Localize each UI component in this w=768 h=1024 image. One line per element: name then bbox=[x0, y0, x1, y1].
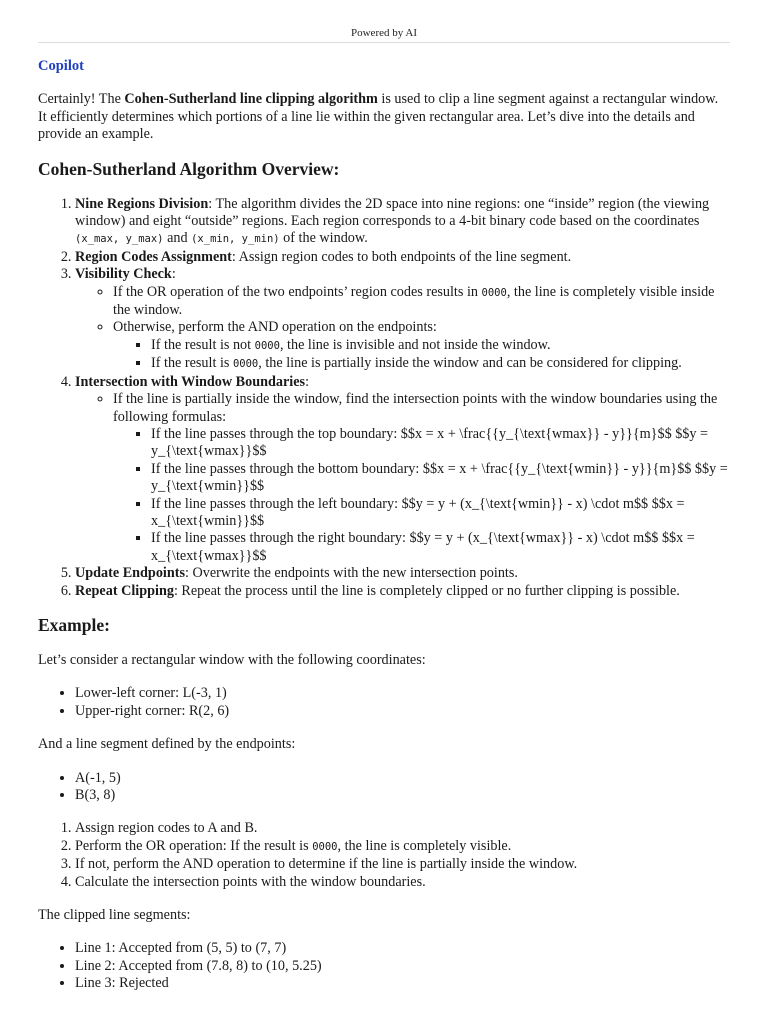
intro-paragraph bbox=[38, 91, 730, 143]
visibility-sublist bbox=[75, 284, 730, 374]
list-item: • Line 3: Rejected bbox=[75, 975, 730, 992]
and-result-item bbox=[151, 337, 730, 355]
overview-item-label: Intersection with Window Boundaries bbox=[75, 373, 306, 390]
sender-name: Copilot bbox=[38, 58, 84, 74]
overview-item-4 bbox=[75, 374, 730, 565]
window-corners-list bbox=[38, 685, 730, 720]
step-text: Perform the OR operation: If the result is bbox=[75, 837, 313, 854]
step-item: 1. Assign region codes to A and B. bbox=[75, 820, 730, 837]
overview-item-label: Update Endpoints bbox=[75, 565, 185, 582]
inline-code: 0000 bbox=[232, 358, 259, 371]
overview-item-1 bbox=[75, 196, 730, 249]
and-result-list bbox=[113, 337, 730, 374]
overview-item-label: Repeat Clipping bbox=[75, 582, 174, 599]
overview-item-text: : Assign region codes to both endpoints of the line segment. bbox=[231, 248, 572, 265]
page-header: Powered by AI bbox=[38, 26, 730, 43]
overview-item-text: and bbox=[163, 230, 192, 247]
example-paragraph: And a line segment defined by the endpoints: bbox=[38, 736, 296, 753]
sub-item-text: If the result is bbox=[151, 355, 233, 372]
overview-list bbox=[38, 196, 730, 600]
formula-item: ▪ If the line passes through the right boundary: $$y = y + (x_{\text{wmax}} - x) \cdot m$$ $$x = x_{\text{wmax}}$$ bbox=[151, 530, 730, 565]
step-item: 3. If not, perform the AND operation to determine if the line is partially inside the window. bbox=[75, 856, 730, 873]
inline-code: 0000 bbox=[312, 840, 338, 853]
sub-item-text: , the line is partially inside the window and can be considered for clipping. bbox=[258, 355, 682, 372]
visibility-sub-item bbox=[113, 284, 730, 320]
example-paragraph: The clipped line segments: bbox=[38, 907, 191, 924]
step-item bbox=[75, 838, 730, 856]
example-steps-list bbox=[38, 820, 730, 891]
chat-response bbox=[38, 58, 730, 993]
formula-item: ▪ If the line passes through the top boundary: $$x = x + \frac{{y_{\text{wmax}} - y}}{m}$$ $$y = y_{\text{wmax}}$$ bbox=[151, 426, 730, 461]
formula-item: ▪ If the line passes through the bottom boundary: $$x = x + \frac{{y_{\text{wmin}} - y}}{m}$$ $$y = y_{\text{wmin}}$$ bbox=[151, 461, 730, 496]
clipped-results-list bbox=[38, 940, 730, 992]
inline-code: (x_min, y_min) bbox=[191, 233, 280, 246]
intro-text-1: Certainly! The bbox=[38, 91, 125, 108]
sub-item-text: If the line is partially inside the window, find the intersection points with the window boundaries using the following formulas: bbox=[113, 391, 718, 425]
inline-code: (x_max, y_max) bbox=[75, 233, 164, 246]
list-item: • Line 2: Accepted from (7.8, 8) to (10, 5.25) bbox=[75, 958, 730, 975]
list-item: • B(3, 8) bbox=[75, 787, 730, 804]
formula-item: ▪ If the line passes through the left boundary: $$y = y + (x_{\text{wmin}} - x) \cdot m$$ $$x = x_{\text{wmin}}$$ bbox=[151, 496, 730, 531]
overview-heading: Cohen-Sutherland Algorithm Overview: bbox=[38, 158, 340, 179]
overview-item-text: : bbox=[305, 373, 310, 390]
step-item: 4. Calculate the intersection points with the window boundaries. bbox=[75, 874, 730, 891]
intro-text-2: is used to clip a line segment against a rectangular window. It efficiently determines which portions of a line lie within the given rectangular area. Let’s dive into the details and provide an example. bbox=[38, 91, 719, 143]
formula-list bbox=[113, 426, 730, 565]
overview-item-6 bbox=[75, 583, 730, 600]
and-result-item bbox=[151, 355, 730, 373]
overview-item-label: Region Codes Assignment bbox=[75, 248, 232, 265]
step-text: , the line is completely visible. bbox=[337, 837, 512, 854]
list-item: • Line 1: Accepted from (5, 5) to (7, 7) bbox=[75, 940, 730, 957]
sub-item-text: If the result is not bbox=[151, 336, 255, 353]
intersection-sub-item bbox=[113, 391, 730, 565]
list-item: • Upper-right corner: R(2, 6) bbox=[75, 703, 730, 720]
example-heading: Example: bbox=[38, 614, 110, 635]
overview-item-text: of the window. bbox=[279, 230, 368, 247]
overview-item-2 bbox=[75, 249, 730, 266]
overview-item-label: Nine Regions Division bbox=[75, 195, 209, 212]
inline-code: 0000 bbox=[254, 339, 280, 352]
intersection-sublist bbox=[75, 391, 730, 565]
list-item: • A(-1, 5) bbox=[75, 770, 730, 787]
sub-item-text: , the line is invisible and not inside the window. bbox=[279, 336, 551, 353]
overview-item-text: : Repeat the process until the line is completely clipped or no further clipping is possible. bbox=[173, 582, 680, 599]
inline-code: 0000 bbox=[481, 286, 507, 299]
overview-item-text: : bbox=[171, 266, 176, 283]
example-paragraph: Let’s consider a rectangular window with the following coordinates: bbox=[38, 651, 426, 668]
overview-item-5 bbox=[75, 565, 730, 582]
sub-item-text: Otherwise, perform the AND operation on the endpoints: bbox=[113, 319, 437, 336]
overview-item-label: Visibility Check bbox=[75, 266, 172, 283]
intro-bold: Cohen-Sutherland line clipping algorithm bbox=[124, 91, 378, 108]
list-item: • Lower-left corner: L(-3, 1) bbox=[75, 685, 730, 702]
sub-item-text: , the line is completely visible inside the window. bbox=[113, 283, 715, 319]
visibility-sub-item bbox=[113, 319, 730, 373]
overview-item-text: : Overwrite the endpoints with the new intersection points. bbox=[185, 565, 518, 582]
endpoints-list bbox=[38, 770, 730, 805]
sub-item-text: If the OR operation of the two endpoints’ region codes results in bbox=[113, 283, 482, 300]
overview-item-text: : The algorithm divides the 2D space into nine regions: one “inside” region (the viewing window) and eight “outside” regions. Each region corresponds to a 4-bit binary code based on the coordinates bbox=[75, 195, 710, 230]
overview-item-3 bbox=[75, 266, 730, 373]
